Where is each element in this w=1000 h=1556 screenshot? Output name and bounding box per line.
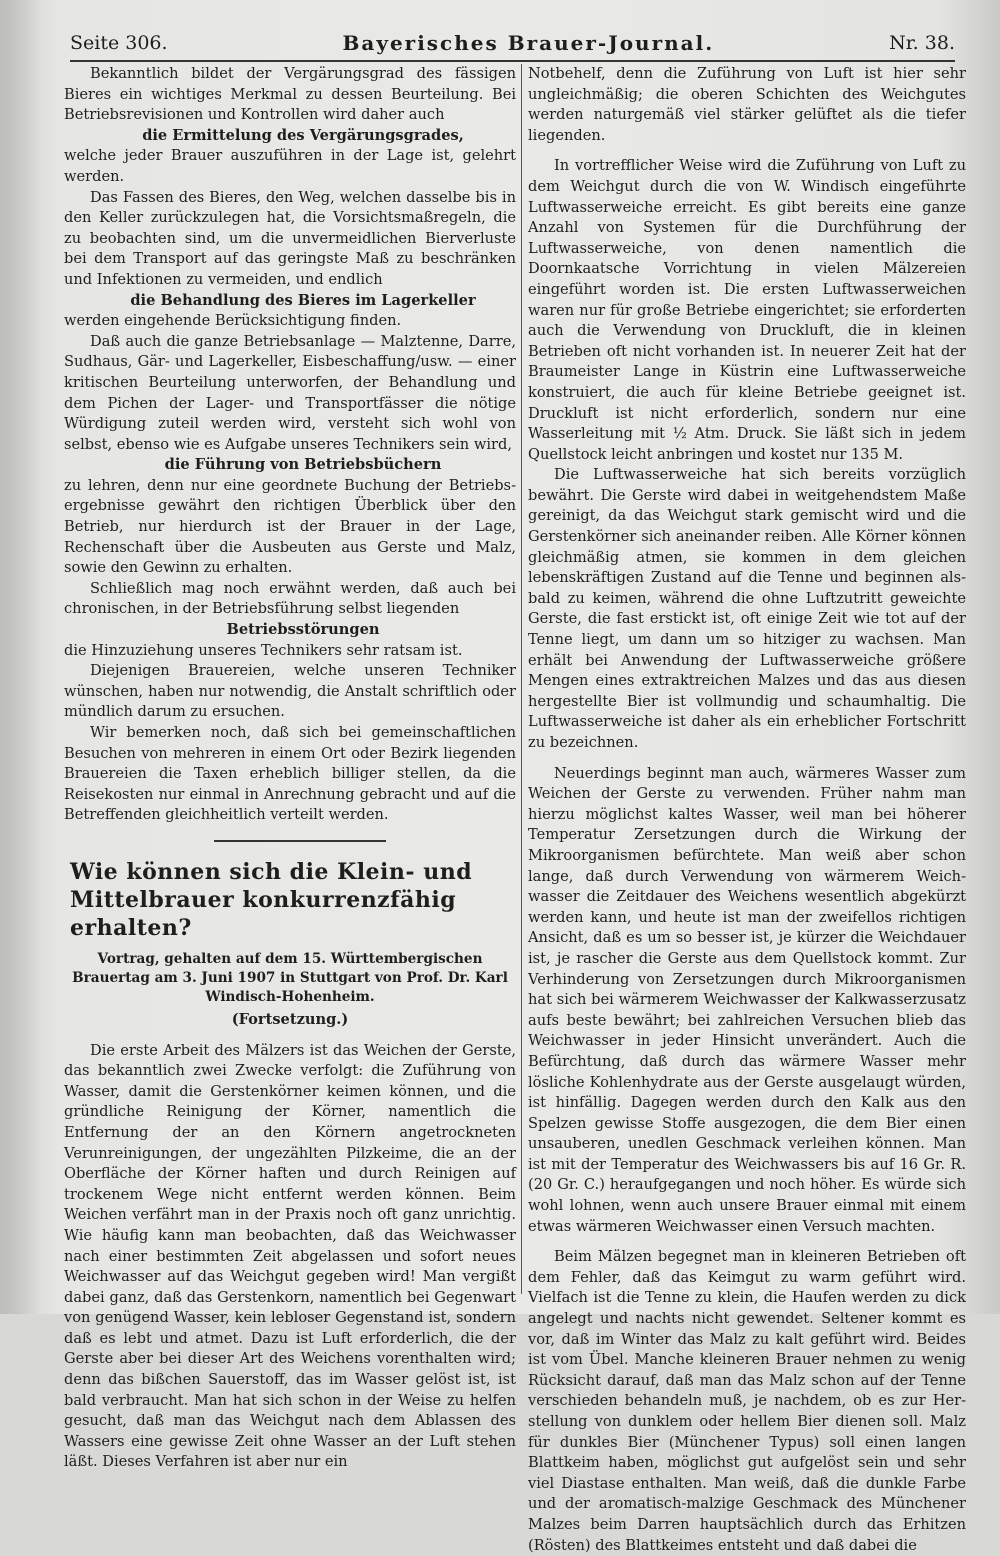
issue-number: Nr. 38. bbox=[889, 32, 955, 54]
scan-edge-shadow bbox=[0, 0, 40, 1314]
paragraph: Schließlich mag noch erwähnt werden, daß auch bei chronischen, in der Betriebsführung selbst liegenden bbox=[64, 579, 516, 618]
paragraph: Beim Mälzen begegnet man in kleineren Betrieben oft dem Fehler, daß das Keimgut zu warm geführt wird. Vielfach ist die Tenne zu klein, die Haufen werden zu dick angelegt und nachts nicht gewendet. Seltener kommt es vor, daß im Winter das Malz zu kalt geführt wird. Beides ist vom Übel. Manche kleineren Brauer nehmen zu wenig Rücksicht darauf, daß man das Malz schon auf der Tenne verschieden behandeln muß, je nachdem, ob es zur Herstellung von dunklem oder hellem Bier dienen soll. Malz für dunkles Bier (Münchener Typus) soll einen langen Blattkeim haben, möglichst gut aufgelöst sein und sehr viel Diastase enthalten. Man weiß, daß die dunkle Farbe und der aromatisch-malzige Geschmack des Münchener Malzes beim Darren hauptsächlich durch das Erhitzen (Rösten) des Blattkeimes entsteht und daß dabei die bbox=[528, 1248, 966, 1554]
journal-title: Bayerisches Brauer-Journal. bbox=[342, 31, 715, 55]
article-title: Wie können sich die Klein- und Mittelbrauer konkurrenzfähig erhalten? bbox=[70, 858, 473, 941]
paragraph: Notbehelf, denn die Zuführung von Luft ist hier sehr ungleichmäßig; die oberen Schichten des Weichgutes werden naturgemäß viel stärker gelüftet als die tiefer liegenden. bbox=[528, 65, 966, 144]
page-number: Seite 306. bbox=[70, 32, 168, 54]
right-column bbox=[528, 64, 966, 1554]
continuation-label: (Fortsetzung.) bbox=[231, 1010, 349, 1028]
column-divider bbox=[521, 64, 522, 1294]
left-column bbox=[64, 64, 516, 1471]
paragraph: Daß auch die ganze Betriebsanlage — Malztenne, Darre, Sudhaus, Gär- und Lagerkeller, Eisbeschaffung/usw. — einer kritischen Beurteilung unterworfen, der Behandlung und dem Pichen der Lager- und Transportfässer die nötige Würdigung zuteil werden wird, versteht sich wohl von selbst, ebenso wie es Aufgabe unseres Technikers sein wird, bbox=[64, 332, 516, 453]
paragraph: Das Fassen des Bieres, den Weg, welchen dasselbe bis in den Keller zurückzulegen hat, die Vorsichtsmaßregeln, die zu beobachten sind, um die unvermeidlichen Bierverluste bei dem Transport auf das geringste Maß zu beschränken und Infektionen zu vermeiden, und endlich bbox=[64, 188, 516, 288]
paragraph: In vortrefflicher Weise wird die Zuführung von Luft zu dem Weichgut durch die von W. Windisch eingeführte Luftwasserweiche erreicht. Es gibt bereits eine ganze Anzahl von Systemen für die Durchführung der Luftwasserweiche, von denen namentlich die Doornkaatsche Vorrichtung in vielen Mälzereien eingeführt worden ist. Die ersten Luftwasserweichen waren nur für große Betriebe eingerichtet; sie erforderten auch die Verwendung von Druckluft, die in kleinen Betrieben oft nicht vorhanden ist. In neuerer Zeit hat der Braumeister Lange in Küstrin eine Luftwasserweiche konstruiert, die auch für kleine Betriebe geeignet ist. Druckluft ist nicht erforderlich, sondern nur eine Wasserleitung mit ½ Atm. Druck. Sie läßt sich in jedem Quellstock leicht anbringen und kostet nur 135 M. bbox=[528, 157, 966, 463]
section-separator bbox=[214, 840, 386, 842]
article-subtitle: Vortrag, gehalten auf dem 15. Württembergischen Brauertag am 3. Juni 1907 in Stuttgart von Prof. Dr. Karl Windisch-Hohenheim. bbox=[72, 950, 508, 1005]
paragraph: die Hinzuziehung unseres Technikers sehr ratsam ist. bbox=[64, 641, 463, 659]
paragraph: werden eingehende Berücksichtigung finden. bbox=[64, 312, 402, 330]
section-heading: die Behandlung des Bieres im Lagerkeller bbox=[130, 291, 476, 309]
paragraph: Bekanntlich bildet der Vergärungsgrad des fässigen Bieres ein wichtiges Merkmal zu dessen Beurteilung. Bei Betriebsrevisionen und Kontrollen wird daher auch bbox=[64, 65, 516, 124]
section-heading: die Führung von Betriebsbüchern bbox=[164, 456, 442, 474]
paragraph: Neuerdings beginnt man auch, wärmeres Wasser zum Weichen der Gerste zu verwenden. Früher nahm man hierzu möglichst kaltes Wasser, weil man bei höherer Temperatur Zersetzungen durch die Wirkung der Mikroorganismen befürchtete. Man weiß aber schon lange, daß durch Verwendung von wärmerem Weichwasser die Zeitdauer des Weichens wesentlich abgekürzt werden kann, und heute ist man der zweifellos richtigen Ansicht, daß es um so besser ist, je kürzer die Weichdauer ist, je rascher die Gerste aus dem Quellstock kommt. Zur Verhinderung von Zersetzungen durch Mikroorganismen hat sich bei wärmerem Weichwasser der Kalkwasserzusatz aufs beste bewährt; bei zahlreichen Versuchen blieb das Weichwasser in jeder Hinsicht unverändert. Auch die Befürchtung, daß durch das wärmere Wasser mehr lösliche Kohlenhydrate aus der Gerste ausgelaugt würden, ist hinfällig. Dagegen werden durch den Kalk aus den Spelzen gewisse Stoffe ausgezogen, die dem Bier einen unsauberen, unedlen Geschmack verleihen können. Man ist mit der Temperatur des Weichwassers bis auf 16 Gr. R. (20 Gr. C.) heraufgegangen und noch höher. Es würde sich wohl lohnen, wenn auch unsere Brauer einmal mit einem etwas wärmeren Weichwasser einen Versuch machten. bbox=[528, 764, 966, 1235]
paragraph: Die Luftwasserweiche hat sich bereits vorzüglich bewährt. Die Gerste wird dabei in weitgehendstem Maße gereinigt, da das Weichgut stark gemischt wird und die Gerstenkörner sich aneinander reiben. Alle Körner können gleichmäßig atmen, sie kommen in dem gleichen lebenskräftigen Zustand auf die Tenne und beginnen alsbald zu keimen, während die ohne Luftzutritt geweichte Gerste, die fast erstickt ist, oft einige Zeit wie tot auf der Tenne liegt, um dann um so hitziger zu wachsen. Man erhält bei Anwendung der Luftwasserweiche größere Mengen eines extraktreichen Malzes und das aus diesen hergestellte Bier ist vollmundig und schaumhaltig. Die Luftwasserweiche ist daher als ein erheblicher Fortschritt zu bezeichnen. bbox=[528, 466, 966, 751]
section-heading: Betriebsstörungen bbox=[226, 621, 380, 639]
paragraph: Die erste Arbeit des Mälzers ist das Weichen der Gerste, das bekanntlich zwei Zwecke verfolgt: die Zuführung von Wasser, damit die Gerstenkörner keimen können, und die gründliche Reinigung der Körner, namentlich die Entfernung der an den Körnern angetrockneten Verunreinigungen, der ungezählten Pilzkeime, die an der Oberfläche der Körner haften und durch Reinigen auf trockenem Wege nicht entfernt werden können. Beim Weichen verfährt man in der Praxis noch oft ganz unrichtig. Wie häufig kann man beobachten, daß das Weichwasser nach einer bestimmten Zeit abgelassen und sofort neues Weichwasser auf das Weichgut gegeben wird! Man vergißt dabei ganz, daß das Gerstenkorn, namentlich bei Gegenwart von genügend Wasser, kein lebloser Gegenstand ist, sondern daß es lebt und atmet. Dazu ist Luft erforderlich, die der Gerste aber bei dieser Art des Weichens vorenthalten wird; denn das bißchen Sauerstoff, das im Wasser gelöst ist, ist bald verbraucht. Man hat sich schon in der Weise zu helfen gesucht, daß man das Weichgut nach dem Ablassen des Wassers eine gewisse Zeit ohne Wasser an der Luft stehen läßt. Dieses Verfahren ist aber nur ein bbox=[64, 1041, 516, 1471]
paragraph: Diejenigen Brauereien, welche unseren Techniker wünschen, haben nur notwendig, die Anstalt schriftlich oder mündlich darum zu ersuchen. bbox=[64, 662, 516, 721]
page-header bbox=[70, 26, 955, 62]
paragraph: Wir bemerken noch, daß sich bei gemeinschaftlichen Besuchen von mehreren in einem Ort oder Bezirk liegenden Brauereien die Taxen erheblich billiger stellen, da die Reisekosten nur einmal in Anrechnung gebracht und auf die Betreffenden gleichheitlich verteilt werden. bbox=[64, 724, 516, 824]
paragraph: zu lehren, denn nur eine geordnete Buchung der Betriebsergebnisse gewährt den richtigen Überblick über den Betrieb, nur hierdurch ist der Brauer in der Lage, Rechenschaft über die Ausbeuten aus Gerste und Malz, sowie den Gewinn zu erhalten. bbox=[64, 476, 516, 577]
section-heading: die Ermittelung des Vergärungsgrades, bbox=[142, 126, 464, 144]
paragraph: welche jeder Brauer auszuführen in der Lage ist, gelehrt werden. bbox=[64, 147, 516, 185]
